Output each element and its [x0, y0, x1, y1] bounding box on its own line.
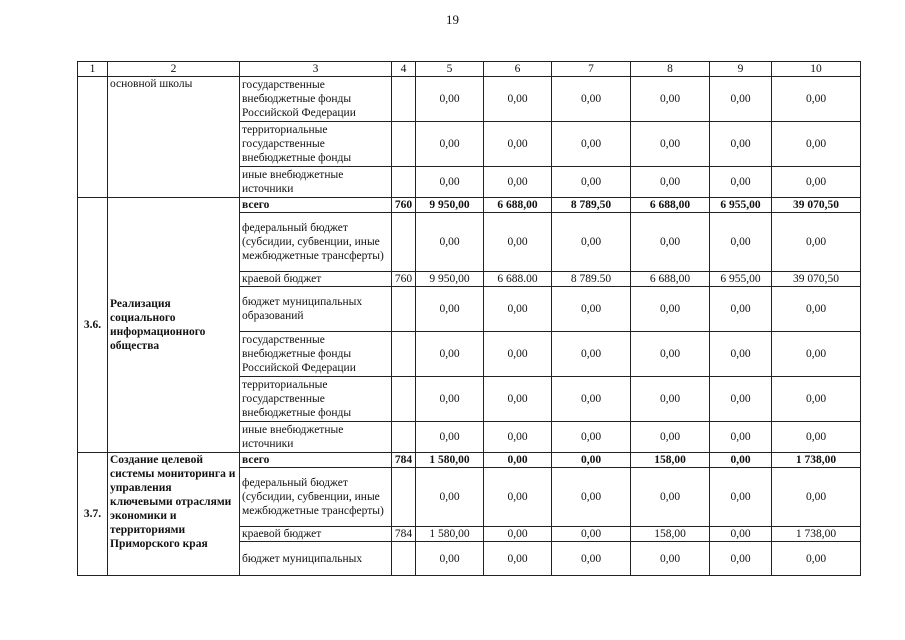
amount-cell: 0,00	[710, 332, 772, 377]
funding-source: государственные внебюджетные фонды Российской Федерации	[240, 332, 392, 377]
column-header: 10	[772, 62, 861, 77]
amount-cell: 0,00	[710, 287, 772, 332]
amount-cell: 0,00	[772, 332, 861, 377]
amount-cell: 0,00	[710, 122, 772, 167]
amount-cell: 0,00	[710, 453, 772, 468]
amount-cell: 0,00	[710, 377, 772, 422]
column-header: 1	[78, 62, 108, 77]
amount-cell: 0,00	[552, 377, 631, 422]
amount-cell: 0,00	[710, 422, 772, 453]
amount-cell: 0,00	[772, 377, 861, 422]
amount-cell: 0,00	[484, 468, 552, 527]
budget-code	[392, 542, 416, 576]
amount-cell: 0,00	[710, 213, 772, 272]
amount-cell: 0,00	[772, 422, 861, 453]
budget-code	[392, 332, 416, 377]
amount-cell: 0,00	[631, 468, 710, 527]
amount-cell: 0,00	[552, 453, 631, 468]
amount-cell: 0,00	[416, 422, 484, 453]
funding-source: территориальные государственные внебюджетные фонды	[240, 122, 392, 167]
amount-cell: 0,00	[416, 377, 484, 422]
budget-code: 784	[392, 453, 416, 468]
funding-source: всего	[240, 198, 392, 213]
amount-cell: 0,00	[416, 167, 484, 198]
budget-code: 784	[392, 527, 416, 542]
amount-cell: 0,00	[416, 542, 484, 576]
amount-cell: 0,00	[710, 527, 772, 542]
amount-cell: 1 738,00	[772, 453, 861, 468]
funding-source: всего	[240, 453, 392, 468]
table-row	[78, 198, 861, 213]
table-body	[78, 62, 861, 576]
budget-code	[392, 77, 416, 122]
amount-cell: 6 688,00	[631, 272, 710, 287]
amount-cell: 0,00	[484, 527, 552, 542]
funding-source: иные внебюджетные источники	[240, 167, 392, 198]
funding-source: государственные внебюджетные фонды Российской Федерации	[240, 77, 392, 122]
amount-cell: 0,00	[710, 167, 772, 198]
amount-cell: 0,00	[484, 453, 552, 468]
amount-cell: 0,00	[710, 77, 772, 122]
funding-source: иные внебюджетные источники	[240, 422, 392, 453]
item-number	[78, 77, 108, 198]
amount-cell: 39 070,50	[772, 198, 861, 213]
column-header: 9	[710, 62, 772, 77]
amount-cell: 0,00	[631, 332, 710, 377]
budget-code	[392, 377, 416, 422]
amount-cell: 9 950,00	[416, 272, 484, 287]
amount-cell: 0,00	[772, 213, 861, 272]
amount-cell: 0,00	[631, 77, 710, 122]
amount-cell: 0,00	[484, 287, 552, 332]
amount-cell: 6 688,00	[631, 198, 710, 213]
amount-cell: 0,00	[772, 287, 861, 332]
amount-cell: 0,00	[552, 77, 631, 122]
amount-cell: 0,00	[484, 377, 552, 422]
amount-cell: 0,00	[631, 213, 710, 272]
budget-code: 760	[392, 272, 416, 287]
amount-cell: 0,00	[772, 122, 861, 167]
budget-code	[392, 213, 416, 272]
amount-cell: 0,00	[772, 167, 861, 198]
amount-cell: 0,00	[552, 122, 631, 167]
amount-cell: 0,00	[710, 542, 772, 576]
amount-cell: 0,00	[416, 287, 484, 332]
column-header: 4	[392, 62, 416, 77]
amount-cell: 0,00	[772, 542, 861, 576]
column-header: 3	[240, 62, 392, 77]
amount-cell: 0,00	[484, 422, 552, 453]
amount-cell: 0,00	[631, 287, 710, 332]
amount-cell: 0,00	[772, 468, 861, 527]
amount-cell: 1 580,00	[416, 453, 484, 468]
amount-cell: 0,00	[484, 542, 552, 576]
item-name: Создание целевой системы мониторинга и управления ключевыми отраслями экономики и территориями Приморского края	[108, 453, 240, 576]
amount-cell: 0,00	[772, 77, 861, 122]
amount-cell: 0,00	[552, 527, 631, 542]
amount-cell: 8 789.50	[552, 272, 631, 287]
amount-cell: 0,00	[552, 542, 631, 576]
page-number: 19	[446, 12, 459, 27]
column-header: 5	[416, 62, 484, 77]
amount-cell: 0,00	[484, 213, 552, 272]
budget-table	[77, 61, 861, 576]
amount-cell: 158,00	[631, 527, 710, 542]
amount-cell: 0,00	[552, 167, 631, 198]
item-name: Реализация социального информационного общества	[108, 198, 240, 453]
item-number: 3.7.	[78, 453, 108, 576]
amount-cell: 0,00	[631, 542, 710, 576]
amount-cell: 0,00	[710, 468, 772, 527]
amount-cell: 0,00	[484, 77, 552, 122]
budget-code	[392, 422, 416, 453]
amount-cell: 0,00	[631, 422, 710, 453]
amount-cell: 0,00	[416, 213, 484, 272]
amount-cell: 8 789,50	[552, 198, 631, 213]
funding-source: федеральный бюджет (субсидии, субвенции, иные межбюджетные трансферты)	[240, 213, 392, 272]
amount-cell: 6 688.00	[484, 272, 552, 287]
table-row	[78, 77, 861, 122]
amount-cell: 0,00	[552, 422, 631, 453]
amount-cell: 6 955,00	[710, 198, 772, 213]
amount-cell: 0,00	[416, 122, 484, 167]
budget-code	[392, 122, 416, 167]
amount-cell: 0,00	[631, 377, 710, 422]
funding-source: федеральный бюджет (субсидии, субвенции, иные межбюджетные трансферты)	[240, 468, 392, 527]
amount-cell: 6 955,00	[710, 272, 772, 287]
budget-code	[392, 167, 416, 198]
column-header: 6	[484, 62, 552, 77]
column-header: 2	[108, 62, 240, 77]
table-row	[78, 453, 861, 468]
amount-cell: 1 738,00	[772, 527, 861, 542]
amount-cell: 0,00	[552, 213, 631, 272]
amount-cell: 0,00	[552, 332, 631, 377]
funding-source: территориальные государственные внебюджетные фонды	[240, 377, 392, 422]
column-header: 7	[552, 62, 631, 77]
funding-source: бюджет муниципальных	[240, 542, 392, 576]
amount-cell: 158,00	[631, 453, 710, 468]
amount-cell: 0,00	[484, 332, 552, 377]
funding-source: краевой бюджет	[240, 272, 392, 287]
amount-cell: 0,00	[484, 122, 552, 167]
amount-cell: 0,00	[416, 332, 484, 377]
amount-cell: 6 688,00	[484, 198, 552, 213]
item-number: 3.6.	[78, 198, 108, 453]
budget-code	[392, 468, 416, 527]
amount-cell: 0,00	[631, 167, 710, 198]
amount-cell: 1 580,00	[416, 527, 484, 542]
header-row	[78, 62, 861, 77]
amount-cell: 0,00	[416, 77, 484, 122]
budget-code	[392, 287, 416, 332]
funding-source: бюджет муниципальных образований	[240, 287, 392, 332]
funding-source: краевой бюджет	[240, 527, 392, 542]
item-name: основной школы	[108, 77, 240, 198]
amount-cell: 0,00	[552, 468, 631, 527]
amount-cell: 0,00	[631, 122, 710, 167]
amount-cell: 0,00	[484, 167, 552, 198]
column-header: 8	[631, 62, 710, 77]
budget-code: 760	[392, 198, 416, 213]
amount-cell: 39 070,50	[772, 272, 861, 287]
amount-cell: 9 950,00	[416, 198, 484, 213]
amount-cell: 0,00	[416, 468, 484, 527]
amount-cell: 0,00	[552, 287, 631, 332]
